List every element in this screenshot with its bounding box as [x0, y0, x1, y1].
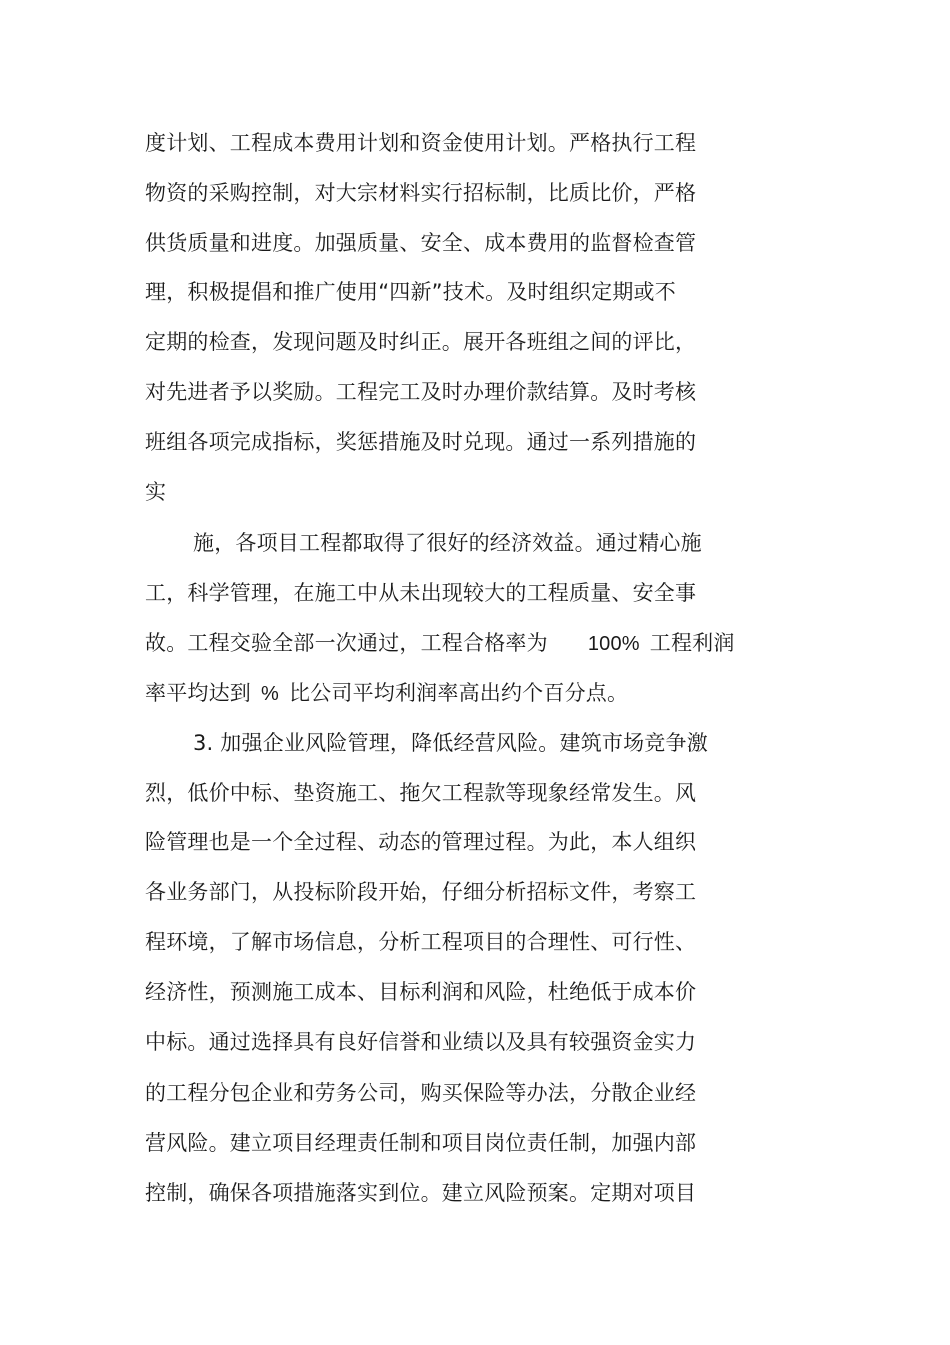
- text-line-8: 实: [145, 480, 167, 504]
- pass-rate-value: 100%: [587, 633, 640, 655]
- paragraph-start-line: 施，各项目工程都取得了很好的经济效益。通过精心施: [193, 531, 702, 555]
- text-line-14: 烈，低价中标、垫资施工、拖欠工程款等现象经常发生。风: [145, 781, 697, 805]
- section-3-heading-line: 3. 加强企业风险管理，降低经营风险。建筑市场竞争激: [193, 731, 708, 755]
- text-line-1: 度计划、工程成本费用计划和资金使用计划。严格执行工程: [145, 131, 697, 155]
- text-line-15: 险管理也是一个全过程、动态的管理过程。为此，本人组织: [145, 830, 697, 854]
- text-segment: 比公司平均利润率高出约个百分点。: [288, 681, 629, 705]
- text-line-3: 供货质量和进度。加强质量、安全、成本费用的监督检查管: [145, 231, 697, 255]
- text-line-16: 各业务部门，从投标阶段开始，仔细分析招标文件，考察工: [145, 880, 697, 904]
- text-line-4: 理，积极提倡和推广使用“四新”技术。及时组织定期或不: [145, 280, 676, 304]
- text-line-6: 对先进者予以奖励。工程完工及时办理价款结算。及时考核: [145, 380, 697, 404]
- text-line-18: 经济性，预测施工成本、目标利润和风险，杜绝低于成本价: [145, 980, 697, 1004]
- text-line-21: 营风险。建立项目经理责任制和项目岗位责任制，加强内部: [145, 1131, 697, 1155]
- text-line-17: 程环境，了解市场信息，分析工程项目的合理性、可行性、: [145, 930, 697, 954]
- text-line-11: [145, 629, 735, 658]
- text-segment: 工程利润: [649, 631, 735, 655]
- profit-rate-value: %: [261, 683, 279, 705]
- text-line-22: 控制，确保各项措施落实到位。建立风险预案。定期对项目: [145, 1181, 697, 1205]
- text-segment: 率平均达到: [145, 681, 251, 705]
- text-line-12: [145, 679, 628, 708]
- text-line-10: 工，科学管理，在施工中从未出现较大的工程质量、安全事: [145, 581, 697, 605]
- text-line-19: 中标。通过选择具有良好信誉和业绩以及具有较强资金实力: [145, 1030, 697, 1054]
- text-line-2: 物资的采购控制，对大宗材料实行招标制，比质比价，严格: [145, 181, 697, 205]
- text-line-5: 定期的检查，发现问题及时纠正。展开各班组之间的评比，: [145, 330, 697, 354]
- text-segment: 故。工程交验全部一次通过，工程合格率为: [145, 631, 548, 655]
- text-line-7: 班组各项完成指标，奖惩措施及时兑现。通过一系列措施的: [145, 430, 697, 454]
- text-line-20: 的工程分包企业和劳务公司，购买保险等办法，分散企业经: [145, 1081, 697, 1105]
